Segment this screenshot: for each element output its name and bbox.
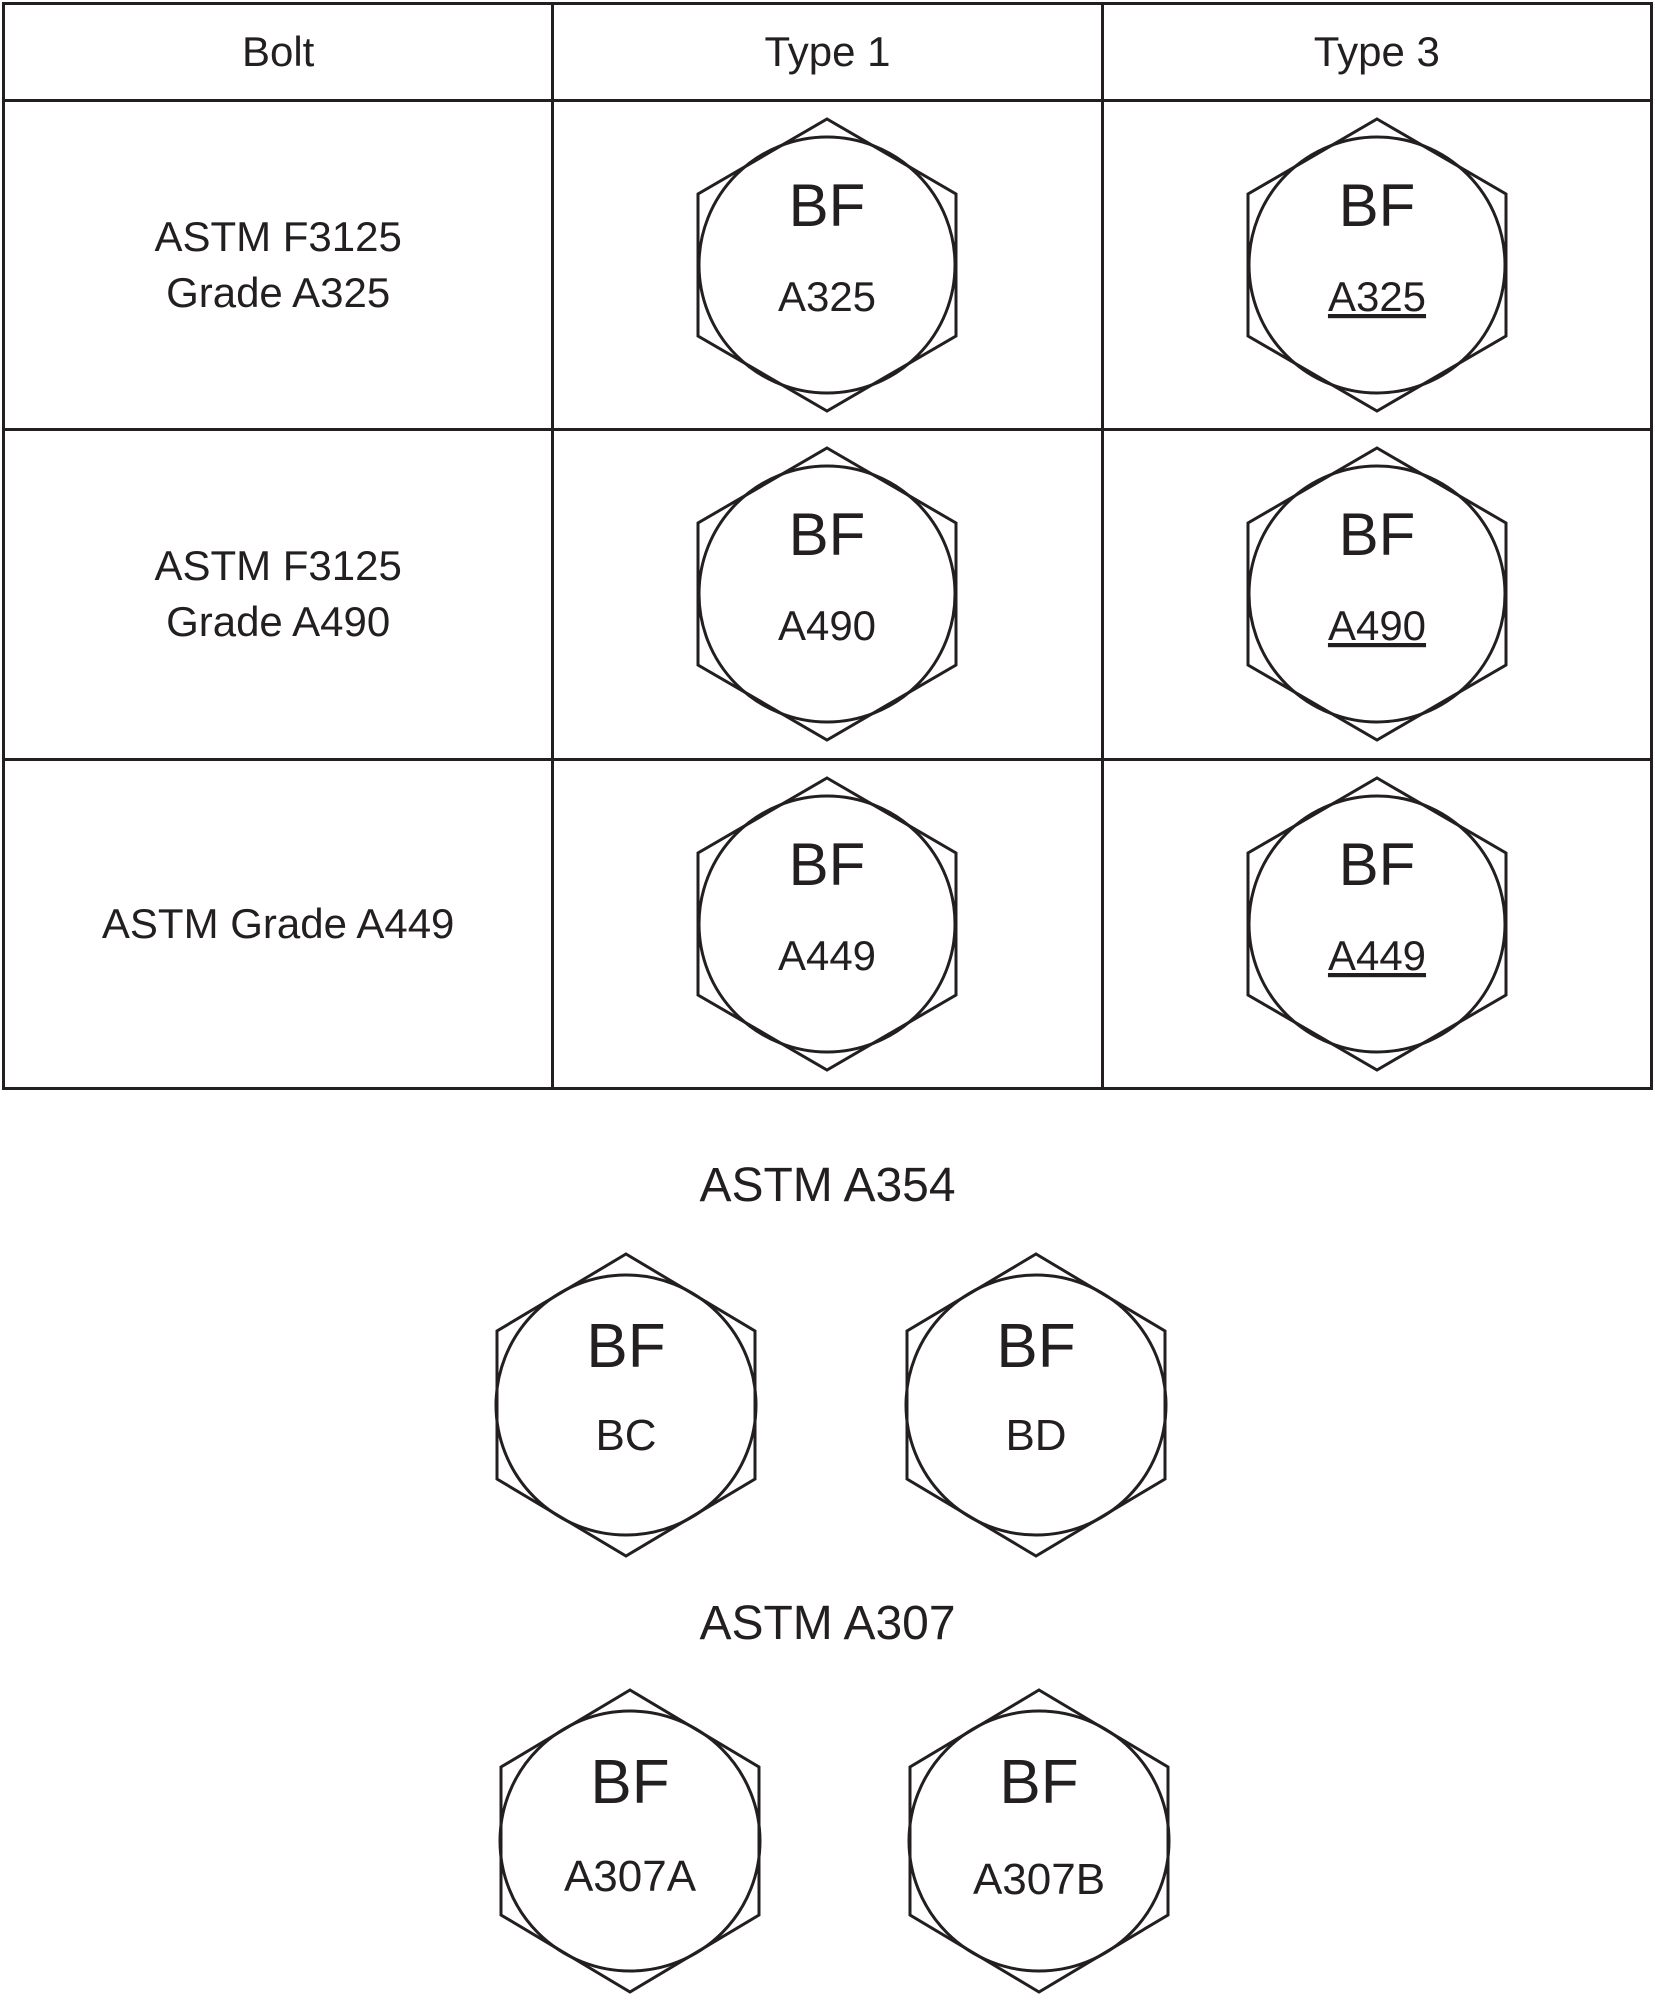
manufacturer-mark: BF [999, 1748, 1079, 1817]
grade-mark-underlined: A490 [1327, 602, 1426, 650]
grade-mark: A307A [563, 1852, 697, 1901]
table-row [4, 759, 1652, 1088]
bolt-name-line: ASTM F3125 [154, 212, 402, 260]
bolt-head-icon [495, 1686, 765, 1996]
grade-mark: A490 [778, 602, 877, 650]
table-header-row [4, 4, 1652, 101]
header-type-3: Type 3 [1102, 4, 1651, 101]
manufacturer-mark: BF [1338, 171, 1416, 239]
bolt-head-icon [904, 1686, 1174, 1996]
grade-mark: A307B [972, 1855, 1106, 1904]
grade-mark: A325 [778, 272, 877, 320]
bolt-head-icon [1242, 774, 1512, 1074]
header-bolt: Bolt [4, 4, 553, 101]
table-row [4, 100, 1652, 429]
grade-mark: A449 [778, 931, 877, 979]
manufacturer-mark: BF [789, 830, 866, 898]
grade-mark: BC [595, 1411, 657, 1460]
bolt-name-line: Grade A325 [166, 268, 391, 316]
bolt-name-cell [4, 100, 553, 429]
bolt-name-line: ASTM Grade A449 [101, 899, 455, 947]
bolt-name-cell [4, 430, 553, 759]
bolt-marking-table [2, 2, 1653, 1090]
type-3-cell [1102, 430, 1651, 759]
grade-mark-underlined: A449 [1327, 931, 1426, 979]
type-3-cell [1102, 100, 1651, 429]
manufacturer-mark: BF [1338, 501, 1416, 569]
bolt-head-icon [692, 115, 962, 415]
bolt-head-icon [901, 1250, 1171, 1560]
bolt-head-icon [1242, 444, 1512, 744]
type-3-cell [1102, 759, 1651, 1088]
type-1-cell [553, 759, 1102, 1088]
table-row [4, 430, 1652, 759]
bolt-head-icon [692, 444, 962, 744]
bolt-name-cell [4, 759, 553, 1088]
section-title-a307: ASTM A307 [699, 1597, 956, 1650]
header-type-1: Type 1 [553, 4, 1102, 101]
manufacturer-mark: BF [996, 1312, 1076, 1381]
bolt-name [154, 209, 401, 321]
bolt-name-line: Grade A490 [166, 598, 391, 646]
bolt-head-icon [692, 774, 962, 1074]
manufacturer-mark: BF [789, 171, 866, 239]
bolt-head-icon [491, 1250, 761, 1560]
manufacturer-mark: BF [590, 1748, 670, 1817]
type-1-cell [553, 100, 1102, 429]
grade-mark-underlined: A325 [1327, 272, 1426, 320]
bolt-name [102, 896, 455, 952]
grade-mark: BD [1005, 1411, 1067, 1460]
manufacturer-mark: BF [586, 1312, 666, 1381]
manufacturer-mark: BF [789, 501, 866, 569]
type-1-cell [553, 430, 1102, 759]
bolt-name [154, 538, 401, 650]
bolt-name-line: ASTM F3125 [154, 542, 402, 590]
section-title-a354: ASTM A354 [699, 1159, 956, 1212]
manufacturer-mark: BF [1338, 830, 1416, 898]
bolt-head-icon [1242, 115, 1512, 415]
